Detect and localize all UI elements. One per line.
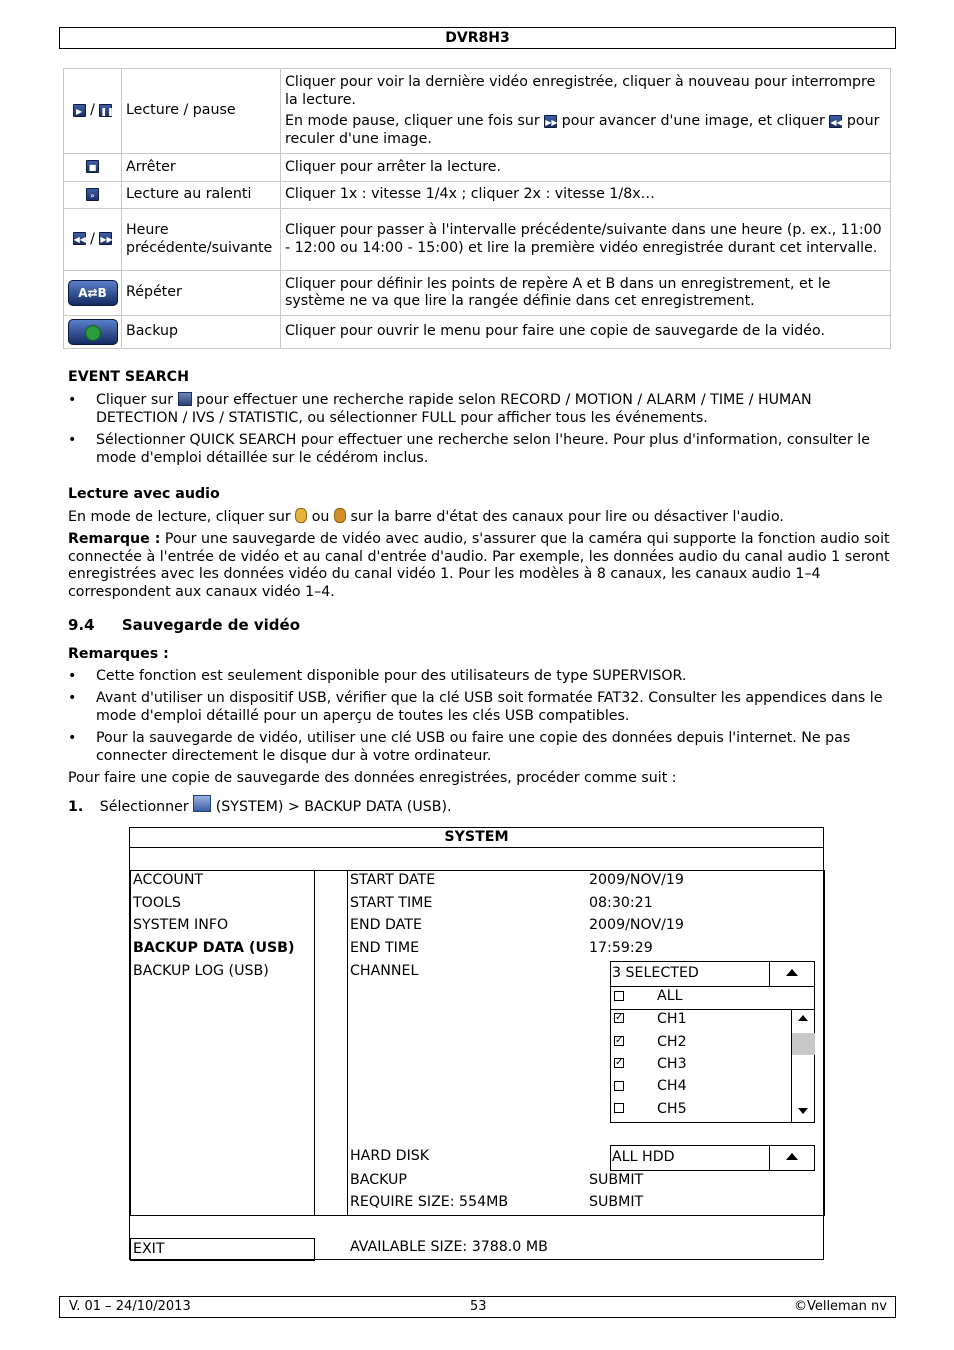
description-line: [285, 113, 886, 148]
step-backward-icon: ◀◀: [829, 115, 842, 128]
list-item: [68, 432, 890, 467]
desc-text: pour avancer d'une image, et cliquer: [561, 113, 825, 129]
bullet-dot: •: [68, 668, 77, 684]
control-name: Lecture au ralenti: [122, 182, 281, 209]
previous-hour-icon: ◀◀: [73, 232, 86, 245]
text: ou: [311, 509, 330, 525]
desc-text: pour reculer d'une image.: [285, 113, 880, 147]
hard-disk-dropdown[interactable]: [610, 1145, 815, 1171]
start-time-label: START TIME: [350, 895, 433, 911]
remarks-label: Remarques :: [68, 646, 169, 662]
icon-cell: [64, 154, 122, 182]
control-name: Arrêter: [122, 154, 281, 182]
option-label: ALL: [657, 988, 683, 1004]
icon-cell: ◀◀ / ▶▶: [64, 209, 122, 271]
event-search-icon: [178, 392, 192, 406]
control-description: Cliquer pour passer à l'intervalle précédente/suivante dans une heure (p. ex., 11:00 - 12:00 ou 14:00 - 15:00) et lire la première vidéo enregistrée durant cet intervalle.: [281, 209, 891, 271]
scrollbar-thumb[interactable]: [792, 1033, 815, 1055]
system-menu: [130, 870, 315, 1216]
scrollbar[interactable]: [791, 1010, 815, 1122]
icon-cell: [64, 271, 122, 316]
bullet-text: Sélectionner QUICK SEARCH pour effectuer une recherche selon l'heure. Pour plus d'information, consulter le mode d'emploi détaillée sur le cédérom inclus.: [96, 432, 870, 466]
system-dialog: [129, 827, 824, 1260]
text: Cliquer sur: [96, 392, 174, 408]
control-description: Cliquer pour ouvrir le menu pour faire une copie de sauvegarde de la vidéo.: [281, 316, 891, 349]
text: pour effectuer une recherche rapide selon RECORD / MOTION / ALARM / TIME / HUMAN DETECTION / IVS / STATISTIC, ou sélectionner FULL pour afficher tous les événements.: [96, 392, 812, 426]
checkbox[interactable]: [614, 1103, 624, 1113]
table-row: [64, 154, 891, 182]
end-date-value[interactable]: 2009/NOV/19: [589, 917, 684, 933]
backup-icon: [68, 319, 118, 345]
menu-item-account[interactable]: ACCOUNT: [133, 872, 204, 888]
end-time-label: END TIME: [350, 940, 420, 956]
playback-controls-table: [63, 68, 891, 349]
model-name: DVR8H3: [445, 30, 510, 46]
hard-disk-value: ALL HDD: [612, 1149, 675, 1165]
up-arrow-icon: [786, 969, 798, 976]
hard-disk-label: HARD DISK: [350, 1148, 430, 1164]
procedure-intro: Pour faire une copie de sauvegarde des données enregistrées, procéder comme suit :: [68, 770, 677, 786]
document-header: [59, 27, 896, 49]
start-date-label: START DATE: [350, 872, 436, 888]
control-name: Backup: [122, 316, 281, 349]
menu-item-system-info[interactable]: SYSTEM INFO: [133, 917, 229, 933]
dropdown-arrow[interactable]: [769, 962, 814, 986]
step-forward-icon: ▶▶: [544, 115, 557, 128]
text: sur la barre d'état des canaux pour lire ou désactiver l'audio.: [350, 509, 784, 525]
slow-play-icon: »: [86, 188, 99, 201]
option-label[interactable]: CH5: [657, 1101, 687, 1117]
channel-dropdown[interactable]: [610, 961, 815, 987]
repeat-ab-icon: A⇄B: [68, 280, 118, 306]
bullet-text: [96, 392, 890, 427]
menu-item-backup-data[interactable]: BACKUP DATA (USB): [133, 940, 295, 956]
step-number: 1.: [68, 799, 84, 815]
bullet-dot: •: [68, 392, 77, 408]
checkbox-checked[interactable]: ✓: [615, 1057, 624, 1068]
pause-icon: ❚❚: [99, 104, 112, 117]
table-row: [64, 316, 891, 349]
backup-arrow-icon: [85, 325, 101, 341]
note-text: Pour une sauvegarde de vidéo avec audio, s'assurer que la caméra qui supporte la fonction audio soit connectée à l'entrée de vidéo et au canal d'entrée d'audio. Par exemple, les données audio du canal audio 1 seront enregistrées avec les données vidéo du canal vidéo 1. Pour les modèles à 8 canaux, les canaux audio 1–4 correspondent aux canaux vidéo 1–4.: [68, 531, 890, 600]
checkbox[interactable]: [614, 991, 624, 1001]
note-label: Remarque :: [68, 531, 161, 547]
menu-item-backup-log[interactable]: BACKUP LOG (USB): [133, 963, 269, 979]
icon-cell: [64, 182, 122, 209]
bullet-text: Cette fonction est seulement disponible pour des utilisateurs de type SUPERVISOR.: [96, 668, 687, 684]
exit-button[interactable]: [130, 1238, 315, 1261]
exit-label: EXIT: [133, 1241, 165, 1257]
option-label[interactable]: CH1: [657, 1011, 687, 1027]
channel-option-all[interactable]: [610, 986, 815, 1010]
section-number: 9.4: [68, 616, 95, 634]
system-monitor-icon: [193, 795, 211, 812]
bullet-text: Pour la sauvegarde de vidéo, utiliser une clé USB ou faire une copie des données depuis l'internet. Ne pas connecter directement le disque dur à votre ordinateur.: [96, 730, 851, 764]
option-label[interactable]: CH3: [657, 1056, 687, 1072]
checkbox-checked[interactable]: ✓: [615, 1035, 624, 1046]
section-heading: [68, 617, 890, 635]
available-size: AVAILABLE SIZE: 3788.0 MB: [350, 1239, 548, 1255]
control-description: [281, 69, 891, 154]
list-item: [68, 730, 890, 765]
scroll-down-icon[interactable]: [798, 1108, 808, 1114]
option-label[interactable]: CH4: [657, 1078, 687, 1094]
bullet-dot: •: [68, 730, 77, 746]
footer-copyright: ©Velleman nv: [793, 1299, 887, 1314]
desc-text: En mode pause, cliquer une fois sur: [285, 113, 540, 129]
icon-cell: [64, 316, 122, 349]
channel-label: CHANNEL: [350, 963, 419, 979]
list-item: [68, 392, 890, 427]
text: (SYSTEM) > BACKUP DATA (USB).: [215, 799, 452, 815]
start-time-value[interactable]: 08:30:21: [589, 895, 653, 911]
option-label[interactable]: CH2: [657, 1034, 687, 1050]
audio-paragraph: [68, 508, 890, 527]
list-item: [68, 668, 890, 686]
text: En mode de lecture, cliquer sur: [68, 509, 291, 525]
table-row: [64, 209, 891, 271]
control-name: Répéter: [122, 271, 281, 316]
checkbox[interactable]: [614, 1081, 624, 1091]
table-row: [64, 69, 891, 154]
step-1: [68, 795, 890, 817]
next-hour-icon: ▶▶: [99, 232, 112, 245]
table-row: [64, 182, 891, 209]
document-footer: [59, 1296, 896, 1318]
audio-on-icon: [295, 508, 307, 523]
backup-submit-button[interactable]: SUBMIT: [589, 1172, 644, 1188]
audio-note: [68, 531, 890, 601]
audio-title: Lecture avec audio: [68, 486, 220, 502]
require-size-submit-button[interactable]: SUBMIT: [589, 1194, 644, 1210]
checkbox-checked[interactable]: ✓: [615, 1012, 624, 1023]
control-name: Heure précédente/suivante: [122, 209, 281, 271]
channel-list: [610, 1009, 815, 1123]
play-icon: ▶: [73, 104, 86, 117]
description-line: Cliquer pour voir la dernière vidéo enregistrée, cliquer à nouveau pour interrompre la lecture.: [285, 74, 876, 108]
start-date-value[interactable]: 2009/NOV/19: [589, 872, 684, 888]
table-row: [64, 271, 891, 316]
up-arrow-icon: [786, 1153, 798, 1160]
page-number: 53: [470, 1299, 487, 1314]
control-description: Cliquer 1x : vitesse 1/4x ; cliquer 2x : vitesse 1/8x…: [281, 182, 891, 209]
bullet-dot: •: [68, 690, 77, 706]
dropdown-arrow[interactable]: [769, 1146, 814, 1170]
stop-icon: ■: [86, 160, 99, 173]
control-description: Cliquer pour arrêter la lecture.: [281, 154, 891, 182]
channel-selected-value: 3 SELECTED: [612, 965, 699, 981]
require-size-label: REQUIRE SIZE: 554MB: [350, 1194, 509, 1210]
backup-label: BACKUP: [350, 1172, 407, 1188]
text: Sélectionner: [99, 799, 189, 815]
control-description: Cliquer pour définir les points de repère A et B dans un enregistrement, et le système ne va que lire la rangée définie dans cet enregistrement.: [281, 271, 891, 316]
backup-panel: [347, 870, 825, 1216]
event-search-title: EVENT SEARCH: [68, 369, 189, 385]
bullet-text: Avant d'utiliser un dispositif USB, vérifier que la clé USB soit formatée FAT32. Consulter les appendices dans le mode d'emploi détaillé pour un aperçu de toutes les clés USB compatibles.: [96, 690, 883, 724]
menu-item-tools[interactable]: TOOLS: [133, 895, 181, 911]
footer-version: V. 01 – 24/10/2013: [69, 1299, 191, 1314]
section-title: Sauvegarde de vidéo: [121, 616, 301, 634]
audio-off-icon: [334, 508, 346, 523]
dialog-title: SYSTEM: [130, 828, 823, 848]
list-item: [68, 690, 890, 725]
end-date-label: END DATE: [350, 917, 422, 933]
end-time-value[interactable]: 17:59:29: [589, 940, 653, 956]
icon-cell: ▶ / ❚❚: [64, 69, 122, 154]
bullet-dot: •: [68, 432, 77, 448]
scroll-up-icon[interactable]: [798, 1015, 808, 1021]
control-name: Lecture / pause: [122, 69, 281, 154]
